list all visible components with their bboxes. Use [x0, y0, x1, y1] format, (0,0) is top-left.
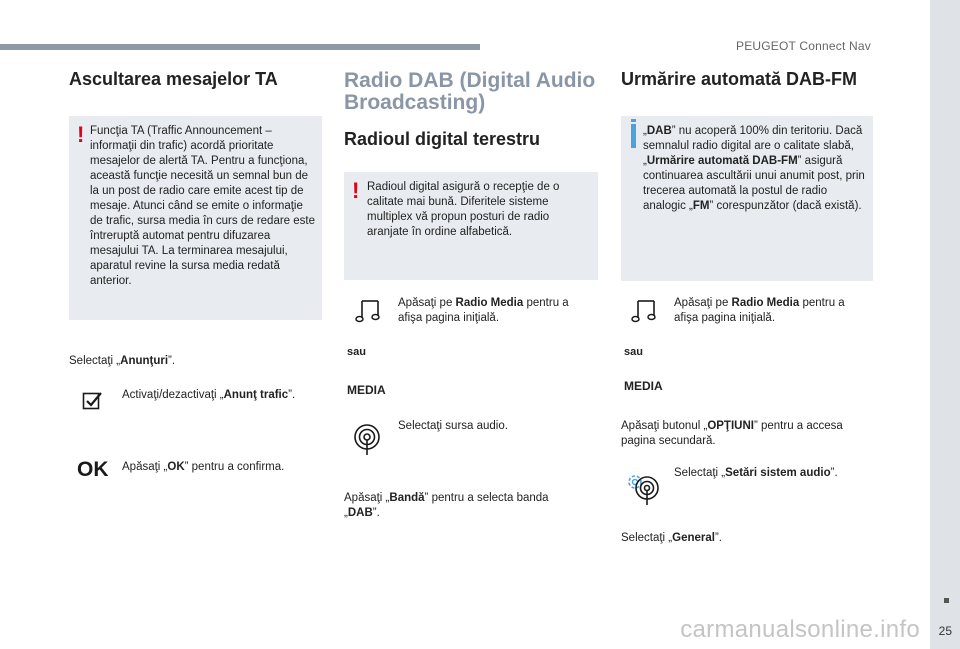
col2-select-band: Apăsaţi „Bandă” pentru a selecta banda „DAB”. — [344, 492, 549, 519]
top-rule — [0, 44, 480, 50]
side-dot — [944, 598, 949, 603]
col2-warning-box — [344, 172, 598, 280]
side-strip — [930, 0, 960, 649]
col1-toggle-traffic: Activaţi/dezactivaţi „Anunţ trafic”. — [122, 389, 296, 401]
col3-or-label: sau — [624, 346, 643, 358]
col3-press-options: Apăsaţi butonul „OPŢIUNI” pentru a accesa pagina secundară. — [621, 420, 843, 447]
page-number: 25 — [938, 624, 952, 638]
col3-info-box — [621, 116, 873, 281]
brand-label: PEUGEOT Connect Nav — [736, 39, 871, 53]
col1-title: Ascultarea mesajelor TA — [69, 69, 278, 89]
warning-icon: ! — [77, 122, 85, 147]
col3-info-text: „DAB” nu acoperă 100% din teritoriu. Dacă semnalul radio digital are o calitate slabă, „Urmărire automată DAB-FM” asigură continuarea ascultării unui anumit post, prin trecerea automată la postul de radio analogic „FM” corespunzător (dacă există). — [643, 125, 865, 212]
col2-press-radio-media: Apăsaţi pe Radio Media pentru a afişa pagina iniţială. — [398, 297, 569, 324]
watermark: carmanualsonline.info — [680, 616, 920, 643]
col1-ok-confirm: Apăsaţi „OK” pentru a confirma. — [122, 461, 285, 473]
info-icon-dot — [631, 119, 636, 122]
col1-warning-text: Funcţia TA (Traffic Announcement – informaţii din trafic) acordă prioritate mesajelor de alertă TA. Pentru a funcţiona, această funcţie necesită un semnal bun de la un post de radio care emite acest tip de mesaje. Atunci când se emite o informaţie de trafic, sursa media în curs de redare este întreruptă automat pentru difuzarea mesajului TA. La terminarea mesajului, aparatul revine la sursa media redată anterior. — [90, 125, 315, 287]
radio-source-icon — [352, 422, 382, 456]
col3-title: Urmărire automată DAB-FM — [621, 69, 858, 89]
col3-press-radio-media: Apăsaţi pe Radio Media pentru a afişa pagina iniţială. — [674, 297, 845, 324]
col1-select-announcements: Selectaţi „Anunţuri”. — [69, 355, 176, 367]
col2-title: Radio DAB (Digital Audio Broadcasting) — [344, 69, 596, 114]
col3-media-label: MEDIA — [624, 379, 663, 393]
col2-media-label: MEDIA — [347, 383, 386, 397]
checkbox-icon — [82, 390, 104, 412]
col2-warning-text: Radioul digital asigură o recepţie de o calitate mai bună. Diferitele sisteme multiplex vă propun posturi de radio aranjate în ordine alfabetică. — [367, 181, 560, 238]
col2-select-source: Selectaţi sursa audio. — [398, 420, 508, 432]
music-note-icon — [355, 299, 381, 323]
warning-icon: ! — [352, 178, 360, 203]
col3-select-audio-settings: Selectaţi „Setări sistem audio”. — [674, 467, 838, 479]
ok-icon: OK — [77, 458, 109, 481]
col3-select-general: Selectaţi „General”. — [621, 532, 722, 544]
col2-subtitle: Radioul digital terestru — [344, 129, 541, 149]
col1-warning-box — [69, 116, 322, 320]
col2-or-label: sau — [347, 346, 366, 358]
music-note-icon — [631, 299, 657, 323]
info-icon — [631, 124, 636, 148]
audio-settings-icon — [625, 472, 661, 506]
